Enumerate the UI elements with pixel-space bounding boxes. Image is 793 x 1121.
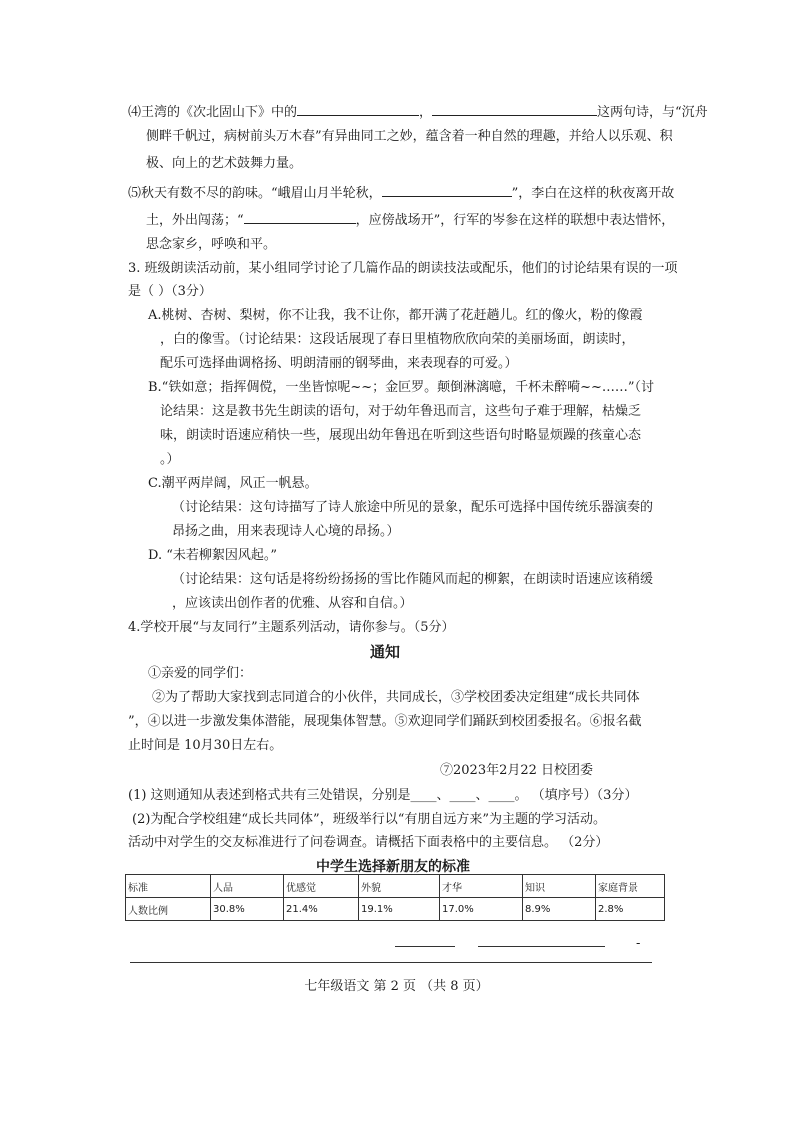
answer-line[interactable]: [478, 946, 605, 947]
answer-line[interactable]: [395, 946, 455, 947]
q3-stem-1: 3. 班级朗读活动前，某小组同学讨论了几篇作品的朗读技法或配乐，他们的讨论结果有误的一项: [128, 261, 678, 276]
q3-option-b-2: 论结果：这是教书先生朗读的语句，对于幼年鲁迅而言，这些句子难于理解，枯燥乏: [160, 404, 642, 419]
dash-mark: -: [636, 936, 641, 951]
q4-line2: 侧畔千帆过，病树前头万木春”有异曲同工之妙，蕴含着一种自然的理趣，并给人以乐观、积: [146, 129, 673, 144]
q3-option-d: D. “未若柳絮因风起。”: [148, 548, 278, 563]
answer-blank[interactable]: [432, 101, 597, 116]
q3-option-c-3: 昂扬之曲，用来表现诗人心境的昂扬。）: [172, 524, 400, 539]
q3-option-c-2: （讨论结果：这句诗描写了诗人旅途中所见的景象，配乐可选择中国传统乐器演奏的: [172, 500, 654, 515]
table-cell: 21.4%: [284, 898, 359, 921]
q4-line3: 极、向上的艺术鼓舞力量。: [146, 156, 303, 171]
table-cell: 外貌: [359, 875, 440, 898]
table-cell: 17.0%: [440, 898, 523, 921]
table-cell: 8.9%: [523, 898, 596, 921]
table-cell: 30.8%: [211, 898, 284, 921]
answer-blank[interactable]: [297, 101, 419, 116]
q4b-sub2-b: 活动中对学生的交友标准进行了问卷调查。请概括下面表格中的主要信息。 （2分）: [128, 835, 609, 850]
q3-option-d-3: ，应该读出创作者的优雅、从容和自信。）: [172, 596, 413, 611]
table-cell: 优感觉: [284, 875, 359, 898]
q3-option-a-2: ，白的像雪。（讨论结果：这段话展现了春日里植物欣欣向荣的美丽场面，朗读时，: [160, 332, 635, 347]
q4b-stem: 4.学校开展“与友同行”主题系列活动，请你参与。（5分）: [128, 620, 455, 635]
answer-blank[interactable]: [244, 209, 356, 224]
q3-stem-2: 是（ ）（3分）: [128, 284, 212, 299]
table-title: 中学生选择新朋友的标准: [316, 859, 470, 875]
table-cell: 家庭背景: [596, 875, 665, 898]
q3-option-b: B.“铁如意；指挥倜傥，一坐皆惊呢~~；金叵罗。颠倒淋漓噫，千杯未醉嗬~~……”（讨: [148, 380, 655, 395]
table-cell: 知识: [523, 875, 596, 898]
q3-option-b-4: 。）: [160, 452, 180, 467]
standards-table: [125, 874, 665, 921]
q5-line1: ⑸秋天有数不尽的韵味。“峨眉山月半轮秋， ”，李白在这样的秋夜离开故: [128, 182, 674, 203]
table-cell: 19.1%: [359, 898, 440, 921]
notice-line-2: ②为了帮助大家找到志同道合的小伙伴，共同成长，③学校团委决定组建“成长共同体: [152, 690, 640, 705]
q3-option-b-3: 味，朗读时语速应稍快一些，展现出幼年鲁迅在听到这些语句时略显烦躁的孩童心态: [160, 428, 642, 443]
q3-option-c: C.潮平两岸阔，风正一帆悬。: [148, 476, 318, 491]
table-row: [126, 898, 665, 921]
table-cell: 2.8%: [596, 898, 665, 921]
q4b-sub2-a: (2)为配合学校组建“成长共同体”，班级举行以“有朋自远方来”为主题的学习活动。: [132, 812, 606, 827]
q5-line3: 思念家乡，呼唤和平。: [146, 237, 277, 252]
table-cell: 才华: [440, 875, 523, 898]
table-cell: 人数比例: [126, 898, 211, 921]
q4b-sub1: (1) 这则通知从表述到格式共有三处错误，分别是____、____、____。 （填序号）（3分）: [128, 788, 638, 803]
table-cell: 人品: [211, 875, 284, 898]
q3-option-d-2: （讨论结果：这句话是将纷纷扬扬的雪比作随风而起的柳絮，在朗读时语速应该稍缓: [172, 572, 654, 587]
notice-line-4: 止时间是 10月30日左右。: [128, 738, 283, 753]
q3-option-a: A.桃树、杏树、梨树，你不让我，我不让你，都开满了花赶趟儿。红的像火，粉的像霞: [148, 308, 643, 323]
q5-line2: 土，外出闯荡；“ ，应傍战场开”，行军的岑参在这样的联想中表达惜怀，: [146, 209, 674, 230]
notice-line-1: ①亲爱的同学们：: [148, 666, 253, 681]
footer-divider: [130, 962, 652, 963]
table-row: [126, 875, 665, 898]
notice-line-3: ”，④以进一步激发集体潜能，展现集体智慧。⑤欢迎同学们踊跃到校团委报名。⑥报名截: [128, 714, 642, 729]
notice-signature: ⑦2023年2月22 日校团委: [440, 763, 594, 778]
page-footer: 七年级语文 第 2 页 （共 8 页）: [304, 979, 489, 994]
q4-line1: ⑷王湾的《次北固山下》中的 ， 这两句诗，与“沉舟: [128, 101, 708, 122]
q3-option-a-3: 配乐可选择曲调格扬、明朗清丽的钢琴曲，来表现春的可爱。）: [160, 356, 518, 371]
answer-blank[interactable]: [382, 182, 512, 197]
table-cell: 标准: [126, 875, 211, 898]
notice-title: 通知: [370, 643, 401, 661]
